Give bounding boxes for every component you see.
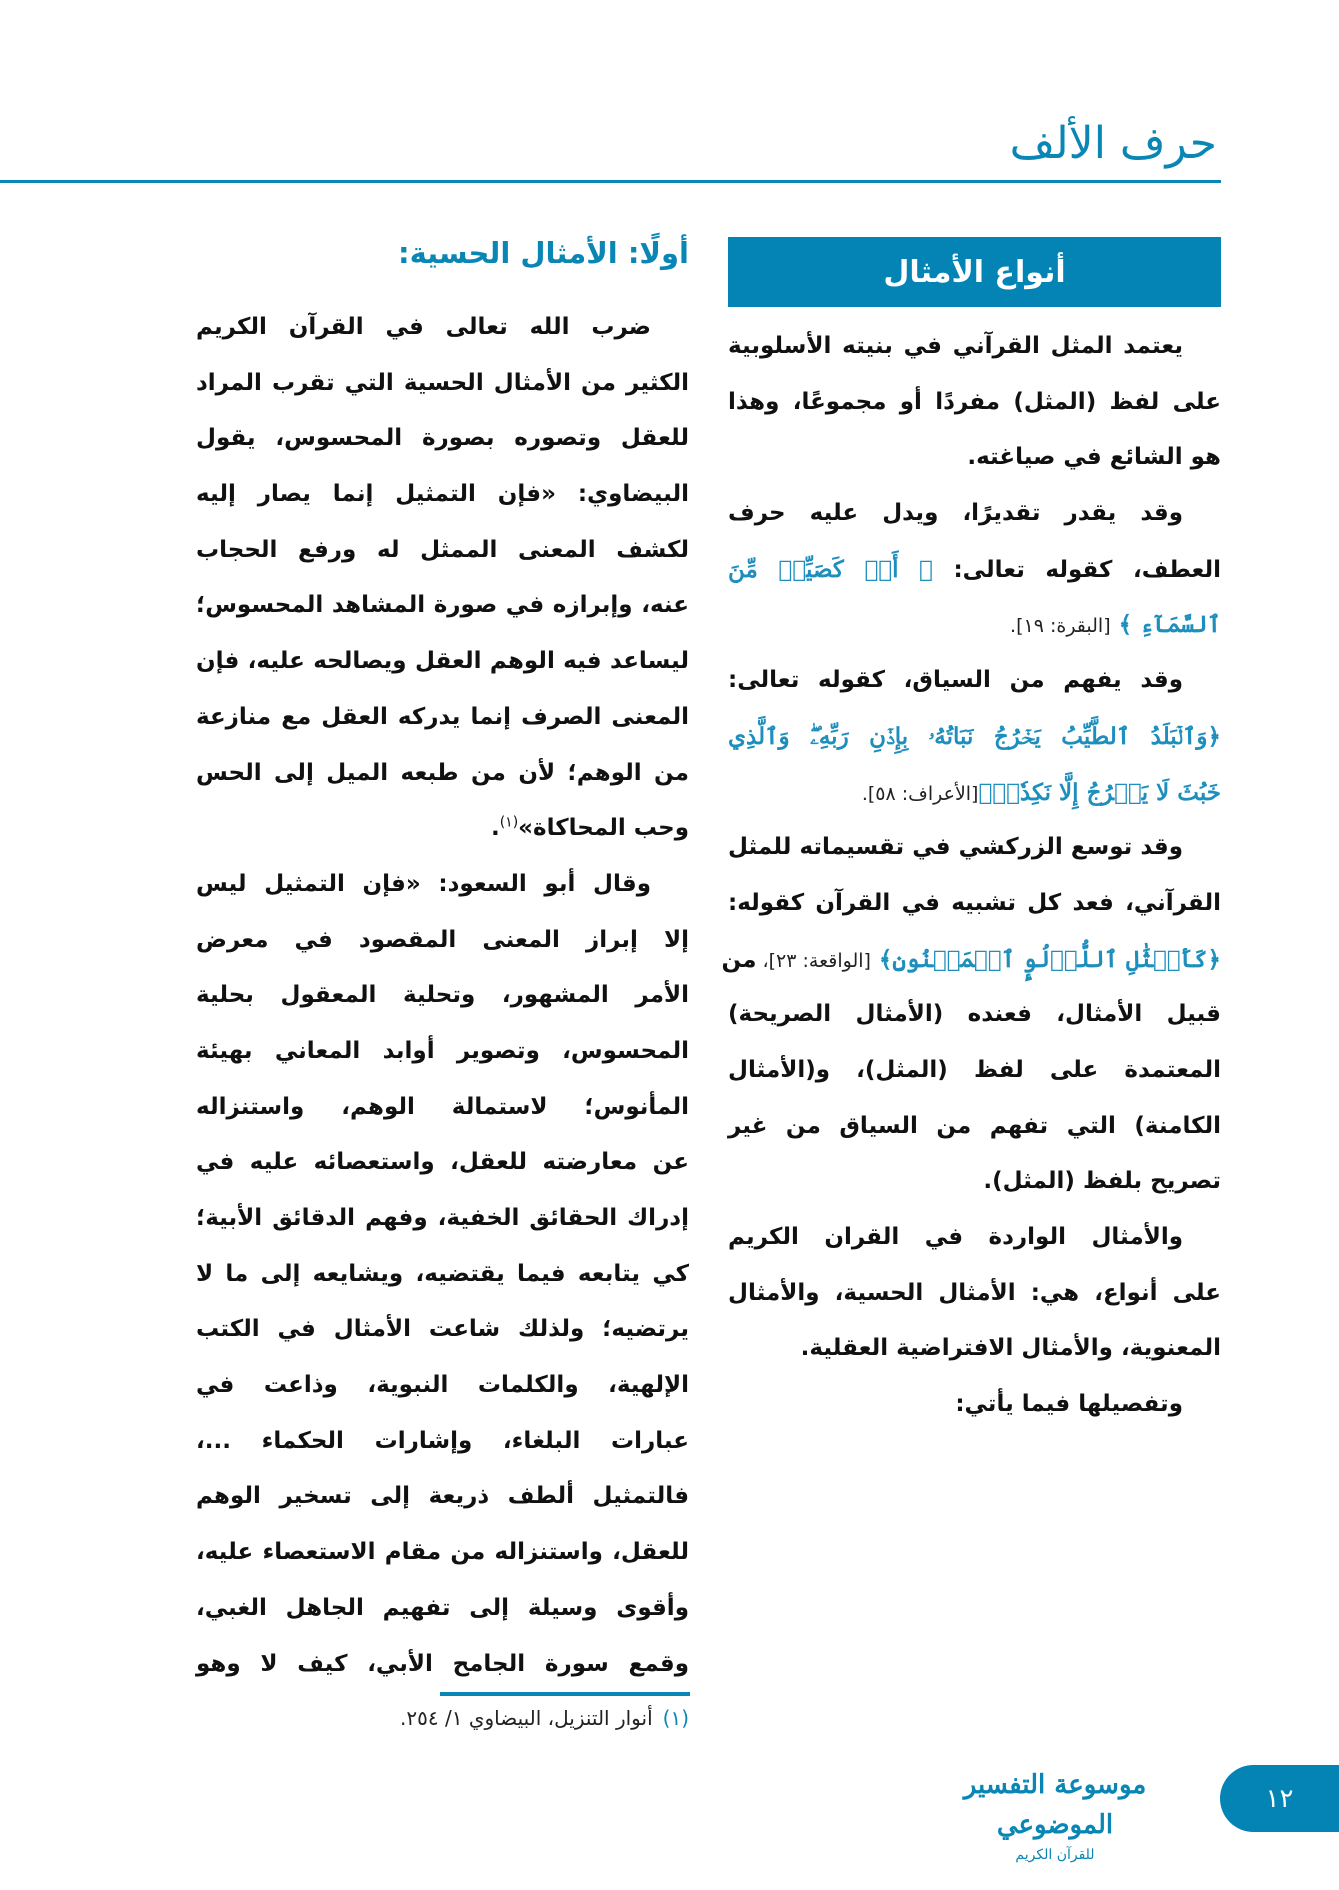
text-segment: وحب المحاكاة»	[518, 815, 689, 842]
verse-reference: [الواقعة: ٢٣]،	[756, 949, 871, 972]
left-column-text	[196, 300, 689, 1692]
text-segment: القرآني، فعد كل تشبيه في القرآن كقوله:	[728, 889, 1221, 916]
text-segment: العطف، كقوله تعالى:	[932, 556, 1221, 583]
text-line	[728, 1154, 1221, 1210]
logo-title: موسوعة التفسير الموضوعي	[963, 1770, 1147, 1840]
right-column-text	[721, 319, 1221, 1433]
text-segment: كي يتابعه فيما يقتضيه، ويشايعه إلى ما لا	[196, 1260, 689, 1287]
section-title-box	[728, 237, 1221, 307]
text-line	[728, 987, 1221, 1043]
section-title: أنواع الأمثال	[883, 254, 1066, 290]
encyclopedia-logo	[930, 1765, 1180, 1863]
text-segment: إدراك الحقائق الخفية، وفهم الدقائق الأبية؛	[196, 1205, 689, 1231]
text-line	[196, 634, 689, 690]
text-segment: وأقوى وسيلة إلى تفهيم الجاهل الغبي،	[196, 1594, 689, 1621]
footnote-number[interactable]: (١)	[662, 1706, 689, 1730]
text-line	[196, 1469, 689, 1525]
text-line	[728, 765, 1221, 821]
text-segment: وقال أبو السعود: «فإن التمثيل ليس	[196, 870, 651, 897]
text-segment: المعنى الصرف إنما يدركه العقل مع منازعة	[196, 703, 689, 730]
text-line	[196, 690, 689, 746]
text-segment: وقد يفهم من السياق، كقوله تعالى:	[728, 667, 1183, 694]
text-segment: الإلهية، والكلمات النبوية، وذاعت في	[196, 1372, 689, 1399]
logo-subtitle: للقرآن الكريم	[1015, 1847, 1095, 1863]
text-line	[196, 1637, 689, 1693]
text-line	[196, 857, 689, 913]
text-segment: الأمر المشهور، وتحلية المعقول بحلية	[196, 982, 689, 1009]
text-segment: المحسوس، وتصوير أوابد المعاني بهيئة	[196, 1037, 689, 1064]
text-segment: وقد يقدر تقديرًا، ويدل عليه حرف	[728, 500, 1183, 527]
text-segment: وقد توسع الزركشي في تقسيماته للمثل	[728, 834, 1183, 861]
text-line	[196, 1414, 689, 1470]
text-line	[196, 467, 689, 523]
header-rule	[0, 180, 1221, 183]
text-line	[728, 319, 1221, 375]
text-line	[728, 1321, 1221, 1377]
text-line	[196, 968, 689, 1024]
text-line	[728, 542, 1221, 598]
text-line	[196, 1247, 689, 1303]
verse-reference: [البقرة: ١٩].	[1010, 615, 1111, 638]
text-line	[196, 1358, 689, 1414]
text-line	[728, 1099, 1221, 1155]
text-segment: وقمع سورة الجامح الأبي، كيف لا وهو	[196, 1650, 689, 1677]
text-segment: ضرب الله تعالى في القرآن الكريم	[196, 314, 651, 340]
text-segment: عن معارضته للعقل، واستعصائه عليه في	[196, 1149, 689, 1176]
left-column	[196, 228, 689, 1692]
text-line	[728, 1266, 1221, 1322]
text-segment: على أنواع، هي: الأمثال الحسية، والأمثال	[728, 1279, 1221, 1306]
quran-verse: ﴿ أَوۡ كَصَيِّبٖ مِّنَ	[728, 555, 933, 583]
verse-reference: [الأعراف: ٥٨].	[861, 782, 979, 805]
text-segment: يعتمد المثل القرآني في بنيته الأسلوبية	[728, 333, 1183, 359]
text-line	[728, 375, 1221, 431]
text-segment: على لفظ (المثل) مفردًا أو مجموعًا، وهذا	[728, 388, 1221, 415]
text-line	[728, 1043, 1221, 1099]
footnote-separator	[440, 1692, 690, 1696]
quran-verse: خَبُثَ لَا يَخۡرُجُ إِلَّا نَكِدٗاۚ﴾	[978, 778, 1221, 806]
footnote-marker[interactable]: (١)	[499, 814, 519, 831]
text-segment: لكشف المعنى الممثل له ورفع الحجاب	[196, 536, 689, 563]
text-line	[196, 913, 689, 969]
text-segment: المعتمدة على لفظ (المثل)، و(الأمثال	[728, 1056, 1221, 1083]
text-segment: هو الشائع في صياغته.	[967, 444, 1221, 471]
chapter-title: حرف الألف	[1009, 118, 1217, 169]
text-line	[728, 1377, 1221, 1433]
text-line	[196, 1135, 689, 1191]
text-segment: للعقل، واستنزاله من مقام الاستعصاء عليه،	[196, 1539, 689, 1566]
text-segment: والأمثال الواردة في القران الكريم	[728, 1224, 1183, 1250]
quran-verse: ﴿وَٱلۡبَلَدُ ٱلطَّيِّبُ يَخۡرُجُ نَبَاتُهُۥ بِإِذۡنِ رَبِّهِۦۖ وَٱلَّذِي	[728, 722, 1221, 750]
text-segment: المأنوس؛ لاستمالة الوهم، واستنزاله	[196, 1093, 689, 1120]
text-segment: وتفصيلها فيما يأتي:	[955, 1391, 1183, 1418]
page-number-tab	[1220, 1765, 1339, 1832]
text-line	[728, 653, 1221, 709]
text-line	[196, 1525, 689, 1581]
text-line	[196, 356, 689, 412]
text-line	[196, 801, 689, 857]
text-segment: البيضاوي: «فإن التمثيل إنما يصار إليه	[196, 481, 689, 508]
text-segment: من الوهم؛ لأن من طبعه الميل إلى الحس	[196, 759, 689, 786]
text-line	[196, 1302, 689, 1358]
text-segment: المعنوية، والأمثال الافتراضية العقلية.	[800, 1335, 1221, 1362]
text-segment: من	[721, 946, 757, 973]
quran-verse: ٱلسَّمَآءِ ﴾	[1110, 611, 1221, 639]
text-segment: يرتضيه؛ ولذلك شاعت الأمثال في الكتب	[196, 1316, 689, 1343]
text-segment: الكامنة) التي تفهم من السياق من غير	[728, 1112, 1221, 1139]
text-line	[196, 300, 689, 356]
text-line	[196, 1080, 689, 1136]
text-line	[196, 1581, 689, 1637]
text-line	[196, 578, 689, 634]
text-line	[728, 709, 1221, 765]
footnote	[400, 1706, 689, 1730]
text-line	[196, 1191, 689, 1247]
text-segment: .	[490, 815, 500, 842]
page-number: ١٢	[1265, 1783, 1294, 1814]
text-line	[728, 597, 1221, 653]
text-segment: قبيل الأمثال، فعنده (الأمثال الصريحة)	[728, 1001, 1221, 1028]
text-line	[196, 411, 689, 467]
text-line	[721, 932, 1221, 988]
text-segment: ليساعد فيه الوهم العقل ويصالحه عليه، فإن	[196, 648, 689, 675]
text-line	[728, 876, 1221, 932]
text-segment: الكثير من الأمثال الحسية التي تقرب المراد	[196, 369, 689, 396]
text-segment: إلا إبراز المعنى المقصود في معرض	[196, 926, 689, 953]
text-line	[728, 486, 1221, 542]
text-line	[728, 430, 1221, 486]
text-line	[196, 1024, 689, 1080]
subsection-heading: أولًا: الأمثال الحسية:	[398, 236, 689, 270]
quran-verse: ﴿كَأَمۡثَٰلِ ٱللُّؤۡلُوِٕ ٱلۡمَكۡنُونِ﴾	[870, 945, 1221, 973]
text-line	[196, 523, 689, 579]
text-segment: عنه، وإبرازه في صورة المشاهد المحسوس؛	[196, 592, 689, 619]
text-line	[196, 746, 689, 802]
text-line	[728, 1210, 1221, 1266]
text-segment: فالتمثيل ألطف ذريعة إلى تسخير الوهم	[196, 1483, 689, 1510]
footnote-text: أنوار التنزيل، البيضاوي ١/ ٢٥٤.	[400, 1706, 653, 1730]
text-line	[728, 820, 1221, 876]
text-segment: تصريح بلفظ (المثل).	[983, 1168, 1221, 1195]
right-column	[721, 237, 1221, 1433]
text-segment: عبارات البلغاء، وإشارات الحكماء ...،	[196, 1427, 689, 1454]
text-segment: للعقل وتصوره بصورة المحسوس، يقول	[196, 425, 689, 452]
